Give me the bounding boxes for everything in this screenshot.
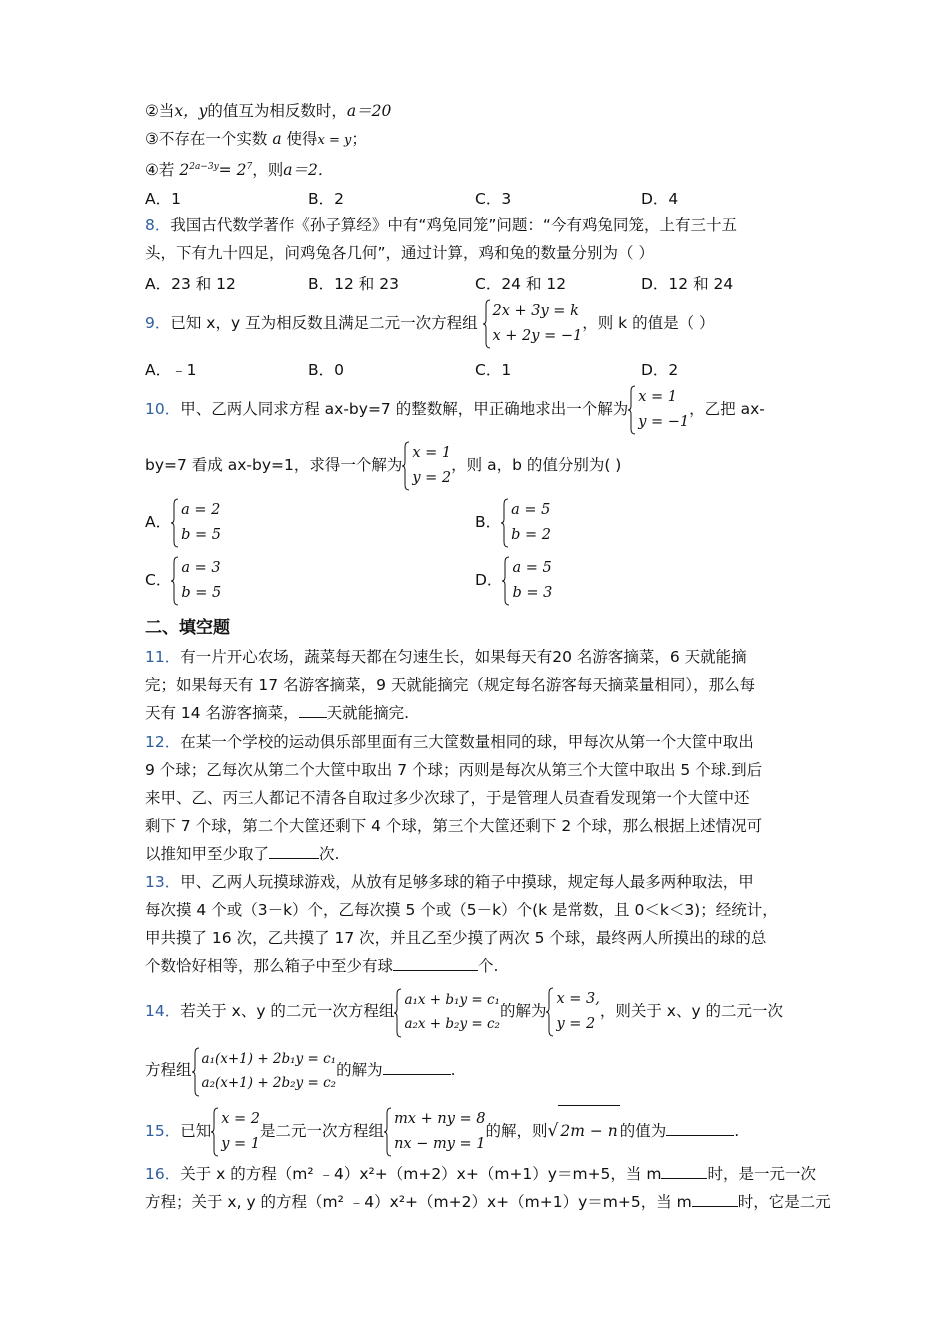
q10-option-b: B． a = 5 b = 2	[475, 497, 551, 547]
q12-line4: 剩下 7 个球，第二个大筐还剩下 4 个球，第三个大筐还剩下 2 个球，那么根据上述情况可	[145, 817, 763, 835]
equation-system: mx + ny = 8 nx − my = 1	[384, 1107, 485, 1157]
sqrt-symbol: √	[547, 1121, 559, 1141]
q11-line3: 天有 14 名游客摘菜， 天就能摘完.	[145, 704, 410, 722]
q11-line1: 11．有一片开心农场，蔬菜每天都在匀速生长，如果每天有20 名游客摘菜，6 天就能摘	[145, 648, 747, 666]
q8-line2: 头，下有九十四足，问鸡兔各几何”，通过计算，鸡和兔的数量分别为（ ）	[145, 244, 654, 262]
equation-system: a₁x + b₁y = c₁ a₂x + b₂y = c₂	[394, 988, 500, 1036]
q14-line1: 14．若关于 x、y 的二元一次方程组 a₁x + b₁y = c₁ a₂x + b₂y = c₂ 的解为 x = 3, y = 2 ，则关于 x、y 的二元一次	[145, 986, 783, 1036]
question-number: 13．	[145, 873, 181, 891]
answer-blank[interactable]	[666, 1121, 734, 1136]
solution-system: x = 3, y = 2	[546, 987, 599, 1037]
q9-option-c: C．1	[475, 361, 512, 379]
answer-blank[interactable]	[299, 703, 327, 718]
q8-line1: 8．我国古代数学著作《孙子算经》中有“鸡兔同笼”问题：“今有鸡兔同笼，上有三十五	[145, 216, 737, 234]
question-number: 11．	[145, 648, 181, 666]
answer-blank[interactable]	[393, 956, 478, 971]
q10-line2: by=7 看成 ax-by=1，求得一个解为 x = 1 y = 2 ，则 a，b 的值分别为( )	[145, 440, 621, 490]
sqrt-expression: 2m − n	[558, 1105, 619, 1156]
solution-system: x = 1 y = 2	[402, 441, 451, 491]
q16-line1: 16．关于 x 的方程（m² ﹣4）x²+（m+2）x+（m+1）y＝m+5，当 m 时，是一元一次	[145, 1165, 816, 1183]
q8-option-c: C．24 和 12	[475, 275, 567, 293]
question-number: 10．	[145, 400, 181, 418]
q10-option-c: C． a = 3 b = 5	[145, 555, 221, 605]
q16-line2: 方程；关于 x, y 的方程（m² ﹣4）x²+（m+2）x+（m+1）y＝m+5，当 m 时，它是二元	[145, 1193, 831, 1211]
question-number: 15．	[145, 1122, 181, 1140]
q12-line2: 9 个球；乙每次从第二个大筐中取出 7 个球；丙则是每次从第三个大筐中取出 5 个球.到后	[145, 761, 763, 779]
solution-system: x = 2 y = 1	[211, 1107, 260, 1157]
q10-option-d: D． a = 5 b = 3	[475, 555, 552, 605]
item-2: ②当x，y的值互为相反数时，a＝20	[145, 102, 392, 120]
q9-option-a: A．﹣1	[145, 361, 197, 379]
equation-system: 2x + 3y = k x + 2y = −1	[483, 299, 583, 349]
q7-option-d: D．4	[641, 190, 679, 208]
q9-stem: 9．已知 x，y 互为相反数且满足二元一次方程组 2x + 3y = k x + 2y = −1 ，则 k 的值是（ ）	[145, 298, 715, 348]
q13-line2: 每次摸 4 个或（3－k）个，乙每次摸 5 个或（5－k）个(k 是常数，且 0＜k＜3)；经统计，	[145, 901, 778, 919]
q15-line1: 15．已知 x = 2 y = 1 是二元一次方程组 mx + ny = 8 nx − my = 1 的解，则√ 2m − n 的值为 .	[145, 1105, 739, 1155]
q10-option-a: A． a = 2 b = 5	[145, 497, 221, 547]
question-number: 16．	[145, 1165, 181, 1183]
item-4: ④若 $2^{2a-3y}= 2^7$，则a＝2．	[145, 161, 334, 180]
question-number: 8．	[145, 216, 171, 234]
question-number: 9．	[145, 314, 171, 332]
equation-system: a₁(x+1) + 2b₁y = c₁ a₂(x+1) + 2b₂y = c₂	[192, 1047, 337, 1095]
q12-line1: 12．在某一个学校的运动俱乐部里面有三大筐数量相同的球，甲每次从第一个大筐中取出	[145, 733, 754, 751]
q14-line2: 方程组 a₁(x+1) + 2b₁y = c₁ a₂(x+1) + 2b₂y = c₂ 的解为 .	[145, 1045, 456, 1095]
question-number: 14．	[145, 1002, 181, 1020]
answer-blank[interactable]	[661, 1164, 707, 1179]
q13-line1: 13．甲、乙两人玩摸球游戏，从放有足够多球的箱子中摸球，规定每人最多两种取法，甲	[145, 873, 754, 891]
q7-option-c: C．3	[475, 190, 512, 208]
answer-blank[interactable]	[269, 844, 319, 859]
answer-blank[interactable]	[692, 1192, 738, 1207]
q12-line3: 来甲、乙、丙三人都记不清各自取过多少次球了，于是管理人员查看发现第一个大筐中还	[145, 789, 750, 807]
q13-line4: 个数恰好相等，那么箱子中至少有球 个.	[145, 957, 499, 975]
q8-option-d: D．12 和 24	[641, 275, 734, 293]
q9-option-d: D．2	[641, 361, 679, 379]
q9-option-b: B．0	[308, 361, 344, 379]
section-heading: 二、填空题	[145, 618, 230, 638]
q13-line3: 甲共摸了 16 次，乙共摸了 17 次，并且乙至少摸了两次 5 个球，最终两人所摸出的球的总	[145, 929, 767, 947]
question-number: 12．	[145, 733, 181, 751]
q7-option-b: B．2	[308, 190, 344, 208]
answer-blank[interactable]	[383, 1060, 451, 1075]
q8-option-b: B．12 和 23	[308, 275, 399, 293]
solution-system: x = 1 y = −1	[628, 385, 689, 435]
item-3: ③不存在一个实数 a 使得x = y；	[145, 130, 367, 148]
q10-line1: 10．甲、乙两人同求方程 ax-by=7 的整数解，甲正确地求出一个解为 x = 1 y = −1 ，乙把 ax-	[145, 384, 765, 434]
q8-option-a: A．23 和 12	[145, 275, 236, 293]
q7-option-a: A．1	[145, 190, 181, 208]
q12-line5: 以推知甲至少取了 次.	[145, 845, 340, 863]
q11-line2: 完；如果每天有 17 名游客摘菜，9 天就能摘完（规定每名游客每天摘菜量相同），那么每	[145, 676, 756, 694]
